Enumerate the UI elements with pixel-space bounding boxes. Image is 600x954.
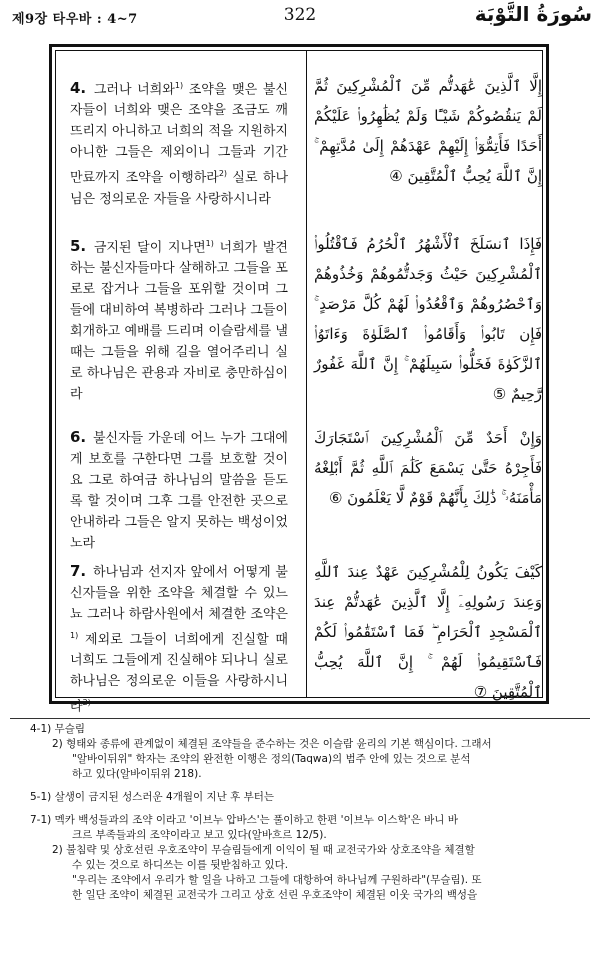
verse-7-arabic: كَيْفَ يَكُونُ لِلْمُشْرِكِينَ عَهْدٌ عِندَ ٱللَّهِ وَعِندَ رَسُولِهِۦٓ إِلَّا ٱلَّذِينَ عَٰهَدتُّمْ عِندَ ٱلْمَسْجِدِ ٱلْحَرَامِ ۖ فَمَا ٱسْتَقَٰمُوا۟ لَكُمْ فَٱسْتَقِيمُوا۟ لَهُمْ ۚ إِنَّ ٱللَّهَ يُحِبُّ ٱلْمُتَّقِينَ ⑦ [314, 563, 542, 701]
footnote: 7-1) 멕카 백성들과의 조약 이라고 '이브누 압바스'는 풀이하고 한편 '이브누 이스학'은 바니 바 [30, 814, 458, 826]
verse-4-korean [70, 75, 288, 210]
verse-text: 제외로 그들이 너희에게 진실할 때 너희도 그들에게 진실해야 되나니 실로 하나님은 정의로운 이들을 사랑하시니라 [70, 632, 288, 715]
verse-5-korean [70, 233, 288, 405]
verse-text: 금지된 달이 지나면 [93, 240, 206, 256]
column-divider [306, 51, 307, 697]
verse-7-korean [70, 561, 288, 718]
footnote-continued: "우리는 조약에서 우리가 할 일을 나하고 그들에 대항하여 하나님께 구원하라"(무슬림). 또 [72, 874, 482, 886]
verse-text: 하나님과 선지자 앞에서 어떻게 불신자들을 위한 조약을 체결할 수 있느뇨 그러나 하람사원에서 체결한 조약은 [70, 565, 288, 622]
verse-text: 그러나 너희와 [93, 82, 175, 98]
surah-title: سُورَةُ التَّوْبَة [474, 2, 592, 26]
verse-frame-inner [55, 50, 543, 715]
verse-4-arabic: إِلَّا ٱلَّذِينَ عَٰهَدتُّم مِّنَ ٱلْمُشْرِكِينَ ثُمَّ لَمْ يَنقُصُوكُمْ شَيْـًٔا وَلَمْ يُظَٰهِرُوا۟ عَلَيْكُمْ أَحَدًا فَأَتِمُّوٓا۟ إِلَيْهِمْ عَهْدَهُمْ إِلَىٰ مُدَّتِهِمْ ۚ إِنَّ ٱللَّهَ يُحِبُّ ٱلْمُتَّقِينَ ④ [314, 77, 542, 185]
footnote-ref: 1) [205, 239, 214, 248]
verse-5-arabic: فَإِذَا ٱنسَلَخَ ٱلْأَشْهُرُ ٱلْحُرُمُ فَٱقْتُلُوا۟ ٱلْمُشْرِكِينَ حَيْثُ وَجَدتُّمُوهُمْ وَخُذُوهُمْ وَٱحْصُرُوهُمْ وَٱقْعُدُوا۟ لَهُمْ كُلَّ مَرْصَدٍ ۚ فَإِن تَابُوا۟ وَأَقَامُوا۟ ٱلصَّلَوٰةَ وَءَاتَوُا۟ ٱلزَّكَوٰةَ فَخَلُّوا۟ سَبِيلَهُمْ ۚ إِنَّ ٱللَّهَ غَفُورٌ رَّحِيمٌ ⑤ [314, 235, 542, 403]
page-number: 322 [283, 5, 317, 25]
footnote-continued: 한 일단 조약이 체결된 교전국가 그리고 상호 선린 우호조약이 체결된 이웃 국가의 백성을 [72, 889, 478, 901]
footnote: 5-1) 살생이 금지된 성스러운 4개월이 지난 후 부터는 [30, 791, 275, 803]
verse-number: 4. [70, 79, 87, 98]
footnote-continued: 수 있는 것으로 하디쓰는 이를 뒷받침하고 있다. [72, 859, 289, 871]
verse-number: 6. [70, 428, 87, 446]
verse-text: 불신자들 가운데 어느 누가 그대에게 보호를 구한다면 그를 보호할 것이요 그로 하여금 하나님의 말씀을 듣도록 할 것이며 그후 그를 안전한 곳으로 안내하라 그들은 알지 못하는 백성이었노라 [70, 431, 288, 551]
footnote-ref: 2) [82, 698, 91, 708]
footnote-continued: 하고 있다(알바이뒤위 218). [72, 768, 202, 780]
verse-6-arabic: وَإِنْ أَحَدٌ مِّنَ ٱلْمُشْرِكِينَ ٱسْتَجَارَكَ فَأَجِرْهُ حَتَّىٰ يَسْمَعَ كَلَٰمَ ٱللَّهِ ثُمَّ أَبْلِغْهُ مَأْمَنَهُۥ ۚ ذَٰلِكَ بِأَنَّهُمْ قَوْمٌ لَّا يَعْلَمُونَ ⑥ [314, 429, 542, 507]
footnote-group-4 [30, 722, 570, 782]
verse-number: 7. [70, 562, 87, 580]
verse-number: 5. [70, 237, 87, 256]
footnote-ref: 2) [218, 169, 228, 179]
footnote-continued: "알바이뒤위" 학자는 조약의 완전한 이행은 정의(Taqwa)의 범주 안에 있는 것으로 분석 [72, 753, 471, 765]
page-header [0, 0, 600, 38]
verse-text: 조약을 맺은 불신자들이 너희와 맺은 조약을 조금도 깨뜨리지 아니하고 너희의 적을 지원하지 아니한 그들은 제외이니 그들과 기간 만료까지 조약을 이행하라 [70, 82, 289, 186]
footnote-continued: 크르 부족들과의 조약이라고 보고 있다(알바흐르 12/5). [72, 829, 327, 841]
footnote: 4-1) 무슬림 [30, 723, 86, 735]
footnote: 2) 불침략 및 상호선린 우호조약이 무슬림들에게 이익이 될 때 교전국가와 상호조약을 체결할 [52, 844, 475, 856]
footnote-ref: 1) [174, 81, 184, 90]
footnotes [30, 722, 570, 911]
verse-text: 실로 하나님은 정의로운 자들을 사랑하시니라 [70, 170, 288, 207]
verse-text: 너희가 발견하는 불신자들마다 살해하고 그들을 포로로 잡거나 그들을 포위할 것이며 그들에 대비하여 복병하라 그러나 그들이 회개하고 예배를 드리며 이슬람세를 낼 때는 그들을 위해 길을 열어주리니 실로 하나님은 관용과 자비로 충만하심이라 [70, 240, 288, 403]
verse-frame [49, 44, 549, 715]
chapter-heading: 제9장 타우바 : 4~7 [12, 12, 138, 27]
footnote-group-7 [30, 813, 570, 903]
verse-6-korean [70, 427, 288, 554]
footnote-rule [10, 718, 590, 719]
footnote-ref: 1) [70, 631, 79, 640]
footnote: 2) 형태와 종류에 관계없이 체결된 조약들을 준수하는 것은 이슬람 윤리의 기본 핵심이다. 그래서 [52, 738, 492, 750]
footnote-group-5 [30, 790, 570, 805]
